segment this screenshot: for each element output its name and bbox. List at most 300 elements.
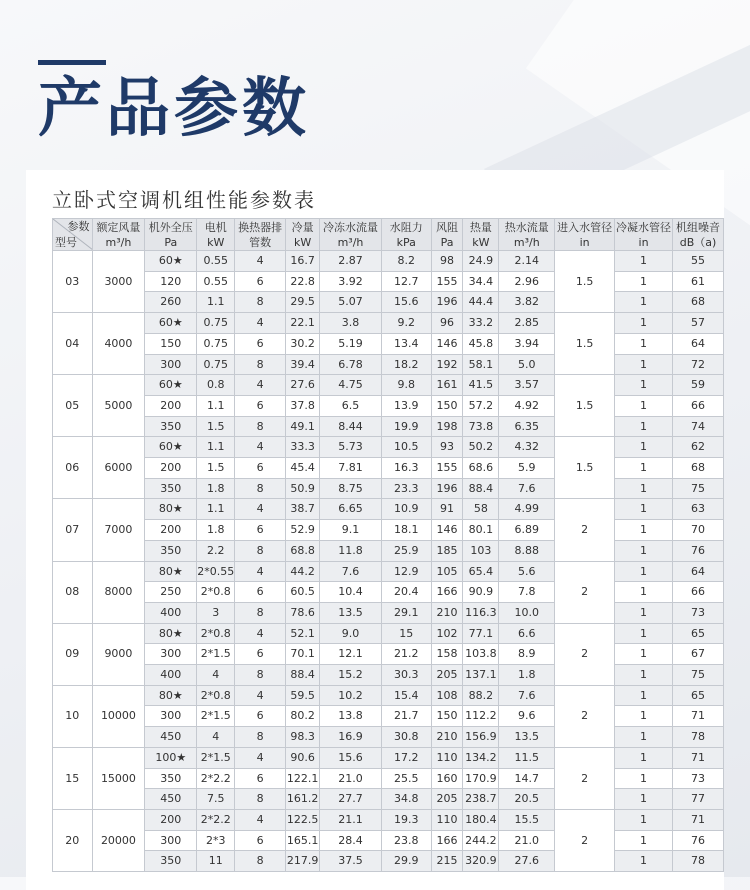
data-cell: 217.9 bbox=[286, 851, 320, 872]
column-header bbox=[555, 219, 615, 251]
column-header-unit: 管数 bbox=[249, 235, 272, 249]
data-cell: 300 bbox=[145, 830, 197, 851]
data-cell: 28.4 bbox=[320, 830, 382, 851]
data-cell: 2.96 bbox=[499, 271, 555, 292]
inlet-pipe-cell: 1.5 bbox=[555, 437, 615, 499]
data-cell: 1.1 bbox=[197, 292, 235, 313]
data-cell: 1 bbox=[615, 395, 673, 416]
column-header-unit: kPa bbox=[396, 235, 416, 249]
data-cell: 9.8 bbox=[381, 375, 431, 396]
data-cell: 29.1 bbox=[381, 602, 431, 623]
column-header-name: 热量 bbox=[469, 220, 492, 234]
page-title: 产品参数 bbox=[38, 72, 310, 146]
data-cell: 102 bbox=[431, 623, 463, 644]
corner-model-label: 型号 bbox=[55, 236, 77, 249]
column-header-name: 电机 bbox=[204, 220, 227, 234]
spec-card bbox=[26, 170, 724, 890]
data-cell: 98.3 bbox=[286, 727, 320, 748]
data-cell: 1 bbox=[615, 333, 673, 354]
data-cell: 80.2 bbox=[286, 706, 320, 727]
data-cell: 4 bbox=[235, 313, 286, 334]
data-cell: 1.1 bbox=[197, 437, 235, 458]
data-cell: 60.5 bbox=[286, 582, 320, 603]
data-cell: 16.7 bbox=[286, 251, 320, 272]
data-cell: 4 bbox=[235, 499, 286, 520]
data-cell: 1 bbox=[615, 499, 673, 520]
data-cell: 91 bbox=[431, 499, 463, 520]
data-cell: 19.3 bbox=[381, 809, 431, 830]
data-cell: 21.7 bbox=[381, 706, 431, 727]
data-cell: 68.8 bbox=[286, 540, 320, 561]
data-cell: 1 bbox=[615, 768, 673, 789]
model-cell: 03 bbox=[53, 251, 93, 313]
data-cell: 77.1 bbox=[463, 623, 499, 644]
data-cell: 3.8 bbox=[320, 313, 382, 334]
data-cell: 1 bbox=[615, 789, 673, 810]
data-cell: 2*1.5 bbox=[197, 747, 235, 768]
table-row bbox=[53, 706, 724, 727]
data-cell: 90.6 bbox=[286, 747, 320, 768]
column-header-name: 机外全压 bbox=[148, 220, 193, 234]
table-row bbox=[53, 458, 724, 479]
data-cell: 58 bbox=[463, 499, 499, 520]
data-cell: 6.78 bbox=[320, 354, 382, 375]
inlet-pipe-cell: 2 bbox=[555, 685, 615, 747]
data-cell: 166 bbox=[431, 582, 463, 603]
data-cell: 19.9 bbox=[381, 416, 431, 437]
data-cell: 134.2 bbox=[463, 747, 499, 768]
data-cell: 1 bbox=[615, 271, 673, 292]
data-cell: 59 bbox=[673, 375, 724, 396]
data-cell: 12.7 bbox=[381, 271, 431, 292]
inlet-pipe-cell: 1.5 bbox=[555, 251, 615, 313]
data-cell: 15.6 bbox=[320, 747, 382, 768]
data-cell: 20.4 bbox=[381, 582, 431, 603]
data-cell: 1 bbox=[615, 354, 673, 375]
data-cell: 0.75 bbox=[197, 313, 235, 334]
table-row bbox=[53, 623, 724, 644]
table-row bbox=[53, 437, 724, 458]
data-cell: 2*3 bbox=[197, 830, 235, 851]
data-cell: 34.8 bbox=[381, 789, 431, 810]
data-cell: 3.82 bbox=[499, 292, 555, 313]
data-cell: 23.8 bbox=[381, 830, 431, 851]
data-cell: 16.3 bbox=[381, 458, 431, 479]
data-cell: 17.2 bbox=[381, 747, 431, 768]
data-cell: 4 bbox=[235, 561, 286, 582]
data-cell: 244.2 bbox=[463, 830, 499, 851]
data-cell: 65 bbox=[673, 685, 724, 706]
data-cell: 6 bbox=[235, 395, 286, 416]
data-cell: 1 bbox=[615, 685, 673, 706]
data-cell: 68 bbox=[673, 292, 724, 313]
performance-table bbox=[52, 218, 724, 872]
data-cell: 70.1 bbox=[286, 644, 320, 665]
data-cell: 350 bbox=[145, 768, 197, 789]
data-cell: 120 bbox=[145, 271, 197, 292]
data-cell: 18.1 bbox=[381, 520, 431, 541]
airflow-cell: 5000 bbox=[92, 375, 145, 437]
data-cell: 110 bbox=[431, 809, 463, 830]
data-cell: 196 bbox=[431, 292, 463, 313]
data-cell: 15.2 bbox=[320, 665, 382, 686]
data-cell: 3.92 bbox=[320, 271, 382, 292]
data-cell: 10.0 bbox=[499, 602, 555, 623]
data-cell: 196 bbox=[431, 478, 463, 499]
table-row bbox=[53, 809, 724, 830]
data-cell: 350 bbox=[145, 416, 197, 437]
model-cell: 07 bbox=[53, 499, 93, 561]
data-cell: 66 bbox=[673, 582, 724, 603]
data-cell: 350 bbox=[145, 478, 197, 499]
data-cell: 200 bbox=[145, 809, 197, 830]
data-cell: 2*0.8 bbox=[197, 582, 235, 603]
table-row bbox=[53, 251, 724, 272]
table-row bbox=[53, 602, 724, 623]
column-header-name: 额定风量 bbox=[96, 220, 141, 234]
data-cell: 8 bbox=[235, 727, 286, 748]
data-cell: 6 bbox=[235, 830, 286, 851]
data-cell: 66 bbox=[673, 395, 724, 416]
data-cell: 4.99 bbox=[499, 499, 555, 520]
data-cell: 8 bbox=[235, 354, 286, 375]
data-cell: 4.75 bbox=[320, 375, 382, 396]
data-cell: 68.6 bbox=[463, 458, 499, 479]
data-cell: 1 bbox=[615, 644, 673, 665]
table-row bbox=[53, 478, 724, 499]
data-cell: 11.5 bbox=[499, 747, 555, 768]
data-cell: 2*1.5 bbox=[197, 644, 235, 665]
data-cell: 350 bbox=[145, 540, 197, 561]
column-header-unit: m³/h bbox=[105, 235, 132, 249]
data-cell: 8 bbox=[235, 478, 286, 499]
data-cell: 30.8 bbox=[381, 727, 431, 748]
data-cell: 27.6 bbox=[499, 851, 555, 872]
data-cell: 1 bbox=[615, 830, 673, 851]
column-header bbox=[381, 219, 431, 251]
data-cell: 55 bbox=[673, 251, 724, 272]
data-cell: 2.14 bbox=[499, 251, 555, 272]
data-cell: 80★ bbox=[145, 685, 197, 706]
table-row bbox=[53, 747, 724, 768]
data-cell: 350 bbox=[145, 851, 197, 872]
data-cell: 80★ bbox=[145, 623, 197, 644]
data-cell: 4 bbox=[235, 685, 286, 706]
data-cell: 23.3 bbox=[381, 478, 431, 499]
data-cell: 21.0 bbox=[320, 768, 382, 789]
data-cell: 65 bbox=[673, 623, 724, 644]
data-cell: 155 bbox=[431, 458, 463, 479]
data-cell: 8.2 bbox=[381, 251, 431, 272]
data-cell: 73.8 bbox=[463, 416, 499, 437]
data-cell: 8 bbox=[235, 292, 286, 313]
data-cell: 2*2.2 bbox=[197, 768, 235, 789]
data-cell: 16.9 bbox=[320, 727, 382, 748]
data-cell: 21.2 bbox=[381, 644, 431, 665]
data-cell: 1 bbox=[615, 375, 673, 396]
column-header bbox=[286, 219, 320, 251]
data-cell: 1 bbox=[615, 540, 673, 561]
data-cell: 60★ bbox=[145, 437, 197, 458]
data-cell: 30.3 bbox=[381, 665, 431, 686]
inlet-pipe-cell: 1.5 bbox=[555, 313, 615, 375]
data-cell: 400 bbox=[145, 665, 197, 686]
data-cell: 146 bbox=[431, 520, 463, 541]
data-cell: 0.55 bbox=[197, 271, 235, 292]
data-cell: 1 bbox=[615, 665, 673, 686]
data-cell: 71 bbox=[673, 809, 724, 830]
column-header-unit: Pa bbox=[440, 235, 454, 249]
data-cell: 1 bbox=[615, 478, 673, 499]
data-cell: 238.7 bbox=[463, 789, 499, 810]
table-row bbox=[53, 354, 724, 375]
data-cell: 1 bbox=[615, 623, 673, 644]
column-header bbox=[463, 219, 499, 251]
data-cell: 161.2 bbox=[286, 789, 320, 810]
data-cell: 4 bbox=[235, 375, 286, 396]
data-cell: 37.5 bbox=[320, 851, 382, 872]
data-cell: 67 bbox=[673, 644, 724, 665]
data-cell: 1 bbox=[615, 561, 673, 582]
data-cell: 200 bbox=[145, 395, 197, 416]
data-cell: 29.5 bbox=[286, 292, 320, 313]
data-cell: 78.6 bbox=[286, 602, 320, 623]
table-row bbox=[53, 395, 724, 416]
data-cell: 0.55 bbox=[197, 251, 235, 272]
data-cell: 9.2 bbox=[381, 313, 431, 334]
data-cell: 88.4 bbox=[286, 665, 320, 686]
model-cell: 15 bbox=[53, 747, 93, 809]
column-header-name: 热水流量 bbox=[504, 220, 549, 234]
data-cell: 8 bbox=[235, 789, 286, 810]
data-cell: 1 bbox=[615, 851, 673, 872]
data-cell: 103.8 bbox=[463, 644, 499, 665]
data-cell: 156.9 bbox=[463, 727, 499, 748]
data-cell: 10.9 bbox=[381, 499, 431, 520]
column-header-name: 换热器排 bbox=[238, 220, 283, 234]
data-cell: 8 bbox=[235, 416, 286, 437]
column-header-name: 冷凝水管径 bbox=[616, 220, 672, 234]
data-cell: 200 bbox=[145, 520, 197, 541]
data-cell: 39.4 bbox=[286, 354, 320, 375]
inlet-pipe-cell: 1.5 bbox=[555, 375, 615, 437]
column-header-unit: in bbox=[579, 235, 590, 249]
data-cell: 33.2 bbox=[463, 313, 499, 334]
data-cell: 6 bbox=[235, 458, 286, 479]
data-cell: 88.2 bbox=[463, 685, 499, 706]
data-cell: 1 bbox=[615, 520, 673, 541]
model-cell: 09 bbox=[53, 623, 93, 685]
table-row bbox=[53, 416, 724, 437]
column-header-unit: in bbox=[638, 235, 649, 249]
data-cell: 150 bbox=[431, 395, 463, 416]
data-cell: 10.4 bbox=[320, 582, 382, 603]
data-cell: 210 bbox=[431, 602, 463, 623]
data-cell: 38.7 bbox=[286, 499, 320, 520]
data-cell: 27.6 bbox=[286, 375, 320, 396]
data-cell: 90.9 bbox=[463, 582, 499, 603]
data-cell: 205 bbox=[431, 789, 463, 810]
column-header-name: 进入水管径 bbox=[557, 220, 613, 234]
table-row bbox=[53, 789, 724, 810]
table-header-row bbox=[53, 219, 724, 251]
data-cell: 13.9 bbox=[381, 395, 431, 416]
data-cell: 100★ bbox=[145, 747, 197, 768]
data-cell: 50.2 bbox=[463, 437, 499, 458]
data-cell: 34.4 bbox=[463, 271, 499, 292]
data-cell: 68 bbox=[673, 458, 724, 479]
table-row bbox=[53, 768, 724, 789]
data-cell: 2.2 bbox=[197, 540, 235, 561]
airflow-cell: 3000 bbox=[92, 251, 145, 313]
data-cell: 215 bbox=[431, 851, 463, 872]
data-cell: 7.6 bbox=[499, 478, 555, 499]
column-header-name: 水阻力 bbox=[389, 220, 423, 234]
table-row bbox=[53, 520, 724, 541]
data-cell: 15.5 bbox=[499, 809, 555, 830]
data-cell: 13.4 bbox=[381, 333, 431, 354]
data-cell: 9.6 bbox=[499, 706, 555, 727]
data-cell: 50.9 bbox=[286, 478, 320, 499]
airflow-cell: 8000 bbox=[92, 561, 145, 623]
table-row bbox=[53, 375, 724, 396]
data-cell: 45.8 bbox=[463, 333, 499, 354]
data-cell: 15.6 bbox=[381, 292, 431, 313]
data-cell: 27.7 bbox=[320, 789, 382, 810]
data-cell: 5.19 bbox=[320, 333, 382, 354]
data-cell: 1.8 bbox=[197, 520, 235, 541]
inlet-pipe-cell: 2 bbox=[555, 561, 615, 623]
column-header-name: 冷量 bbox=[291, 220, 314, 234]
airflow-cell: 7000 bbox=[92, 499, 145, 561]
inlet-pipe-cell: 2 bbox=[555, 623, 615, 685]
data-cell: 3.94 bbox=[499, 333, 555, 354]
data-cell: 6.5 bbox=[320, 395, 382, 416]
model-cell: 05 bbox=[53, 375, 93, 437]
data-cell: 1.5 bbox=[197, 458, 235, 479]
data-cell: 1 bbox=[615, 809, 673, 830]
data-cell: 6 bbox=[235, 582, 286, 603]
data-cell: 62 bbox=[673, 437, 724, 458]
data-cell: 0.75 bbox=[197, 333, 235, 354]
data-cell: 2.85 bbox=[499, 313, 555, 334]
data-cell: 1 bbox=[615, 582, 673, 603]
data-cell: 21.1 bbox=[320, 809, 382, 830]
data-cell: 25.5 bbox=[381, 768, 431, 789]
data-cell: 210 bbox=[431, 727, 463, 748]
data-cell: 1.1 bbox=[197, 395, 235, 416]
table-row bbox=[53, 313, 724, 334]
table-row bbox=[53, 292, 724, 313]
data-cell: 185 bbox=[431, 540, 463, 561]
data-cell: 4 bbox=[197, 727, 235, 748]
column-header-unit: m³/h bbox=[337, 235, 364, 249]
data-cell: 112.2 bbox=[463, 706, 499, 727]
data-cell: 78 bbox=[673, 851, 724, 872]
data-cell: 6 bbox=[235, 271, 286, 292]
data-cell: 300 bbox=[145, 354, 197, 375]
data-cell: 192 bbox=[431, 354, 463, 375]
data-cell: 158 bbox=[431, 644, 463, 665]
data-cell: 71 bbox=[673, 706, 724, 727]
data-cell: 33.3 bbox=[286, 437, 320, 458]
data-cell: 4 bbox=[235, 747, 286, 768]
data-cell: 1 bbox=[615, 437, 673, 458]
data-cell: 4.32 bbox=[499, 437, 555, 458]
data-cell: 122.5 bbox=[286, 809, 320, 830]
airflow-cell: 10000 bbox=[92, 685, 145, 747]
table-body bbox=[53, 251, 724, 872]
data-cell: 108 bbox=[431, 685, 463, 706]
data-cell: 65.4 bbox=[463, 561, 499, 582]
data-cell: 74 bbox=[673, 416, 724, 437]
data-cell: 4 bbox=[235, 809, 286, 830]
data-cell: 52.9 bbox=[286, 520, 320, 541]
data-cell: 4 bbox=[235, 623, 286, 644]
data-cell: 160 bbox=[431, 768, 463, 789]
data-cell: 1 bbox=[615, 706, 673, 727]
data-cell: 7.6 bbox=[320, 561, 382, 582]
data-cell: 49.1 bbox=[286, 416, 320, 437]
column-header-name: 冷冻水流量 bbox=[323, 220, 378, 234]
data-cell: 6 bbox=[235, 644, 286, 665]
inlet-pipe-cell: 2 bbox=[555, 747, 615, 809]
data-cell: 105 bbox=[431, 561, 463, 582]
data-cell: 6.89 bbox=[499, 520, 555, 541]
data-cell: 10.2 bbox=[320, 685, 382, 706]
data-cell: 96 bbox=[431, 313, 463, 334]
data-cell: 103 bbox=[463, 540, 499, 561]
data-cell: 57.2 bbox=[463, 395, 499, 416]
data-cell: 76 bbox=[673, 540, 724, 561]
column-header bbox=[92, 219, 145, 251]
data-cell: 59.5 bbox=[286, 685, 320, 706]
data-cell: 78 bbox=[673, 727, 724, 748]
data-cell: 5.0 bbox=[499, 354, 555, 375]
inlet-pipe-cell: 2 bbox=[555, 809, 615, 871]
data-cell: 6 bbox=[235, 768, 286, 789]
data-cell: 13.5 bbox=[320, 602, 382, 623]
data-cell: 22.1 bbox=[286, 313, 320, 334]
table-row bbox=[53, 540, 724, 561]
data-cell: 52.1 bbox=[286, 623, 320, 644]
data-cell: 250 bbox=[145, 582, 197, 603]
model-cell: 04 bbox=[53, 313, 93, 375]
data-cell: 60★ bbox=[145, 251, 197, 272]
corner-param-label: 参数 bbox=[67, 220, 90, 233]
data-cell: 1 bbox=[615, 251, 673, 272]
table-title: 立卧式空调机组性能参数表 bbox=[52, 188, 316, 212]
data-cell: 18.2 bbox=[381, 354, 431, 375]
table-row bbox=[53, 271, 724, 292]
data-cell: 1 bbox=[615, 313, 673, 334]
data-cell: 80★ bbox=[145, 561, 197, 582]
airflow-cell: 20000 bbox=[92, 809, 145, 871]
data-cell: 8 bbox=[235, 851, 286, 872]
data-cell: 7.5 bbox=[197, 789, 235, 810]
data-cell: 198 bbox=[431, 416, 463, 437]
data-cell: 4 bbox=[235, 437, 286, 458]
data-cell: 8 bbox=[235, 665, 286, 686]
table-row bbox=[53, 582, 724, 603]
table-row bbox=[53, 830, 724, 851]
table-row bbox=[53, 561, 724, 582]
data-cell: 75 bbox=[673, 478, 724, 499]
data-cell: 150 bbox=[431, 706, 463, 727]
data-cell: 29.9 bbox=[381, 851, 431, 872]
data-cell: 75 bbox=[673, 665, 724, 686]
data-cell: 300 bbox=[145, 706, 197, 727]
